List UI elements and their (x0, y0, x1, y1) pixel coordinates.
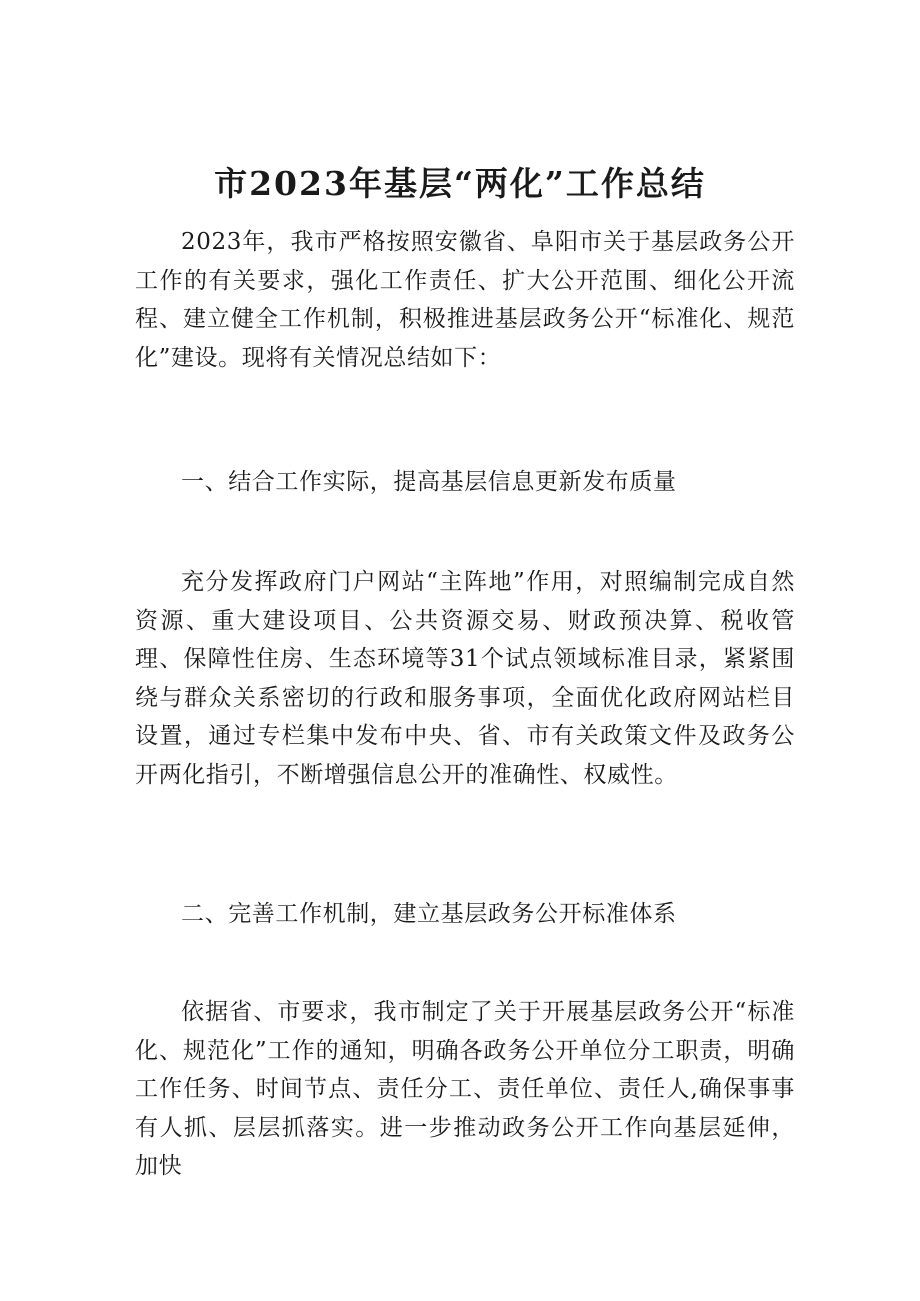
document-title: 市2023年基层“两化”工作总结 (214, 164, 706, 204)
section-body-2: 依据省、市要求，我市制定了关于开展基层政务公开“标准化、规范化”工作的通知，明确各政务公开单位分工职责，明确工作任务、时间节点、责任分工、责任单位、责任人,确保事事有人抓、层层抓落实。进一步推动政务公开工作向基层延伸，加快 (135, 999, 795, 1180)
section-body-1: 充分发挥政府门户网站“主阵地”作用，对照编制完成自然资源、重大建设项目、公共资源交易、财政预决算、税收管理、保障性住房、生态环境等31个试点领域标准目录，紧紧围绕与群众关系密切的行政和服务事项，全面优化政府网站栏目设置，通过专栏集中发布中央、省、市有关政策文件及政务公开两化指引，不断增强信息公开的准确性、权威性。 (135, 569, 795, 788)
intro-paragraph: 2023年，我市严格按照安徽省、阜阳市关于基层政务公开工作的有关要求，强化工作责任、扩大公开范围、细化公开流程、建立健全工作机制，积极推进基层政务公开“标准化、规范化”建设。现将有关情况总结如下： (135, 229, 795, 371)
section-heading-2: 二、完善工作机制，建立基层政务公开标准体系 (181, 901, 677, 927)
section-heading-1: 一、结合工作实际，提高基层信息更新发布质量 (181, 469, 677, 495)
